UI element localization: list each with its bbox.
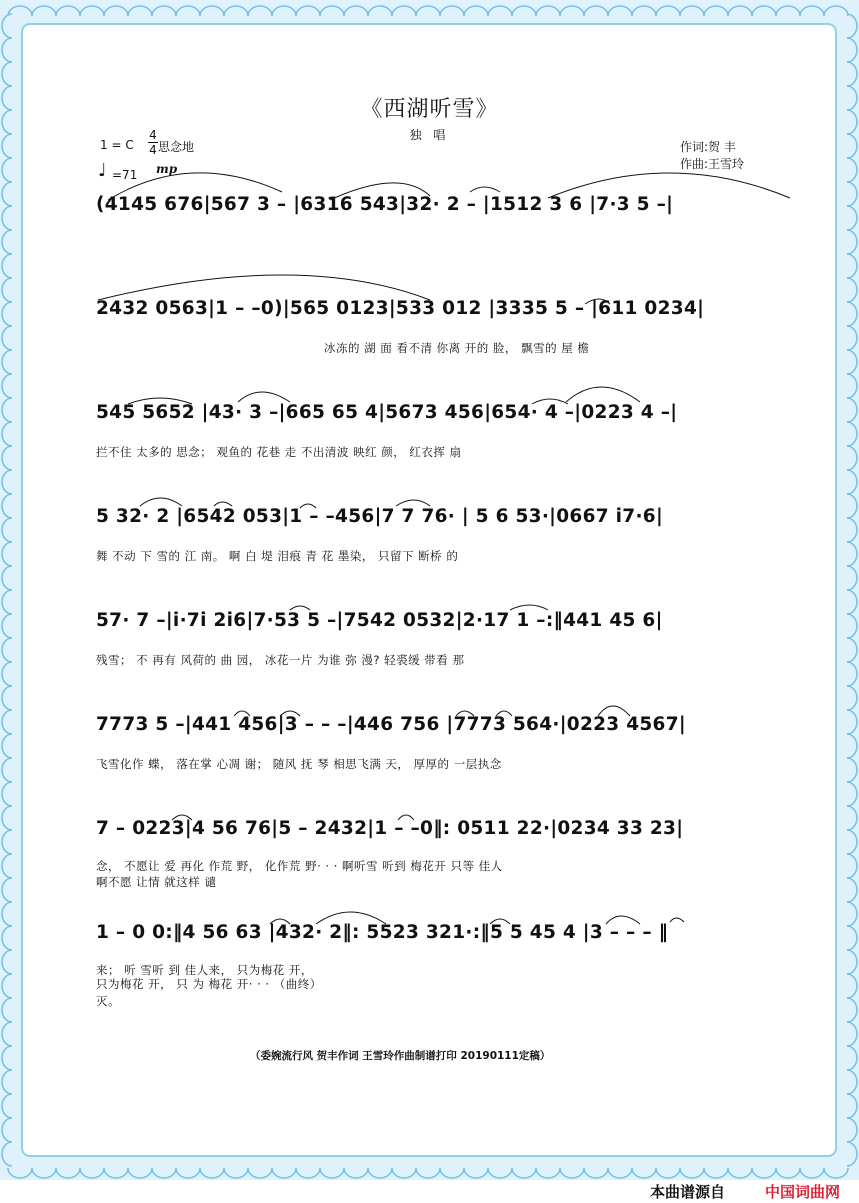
notation-line-3: 545 5652 |43· 3 –|665 65 4|5673 456|654· 4 –|0223 4 –| bbox=[96, 402, 678, 423]
notation-line-1: (4145 676|567 3 – |6316 543|32· 2 – |1512 3 6 |7·3 5 –| bbox=[96, 194, 674, 215]
notation-line-5: 57· 7 –|i·7i 2i6|7·53 5 –|7542 0532|2·17 1 –:‖441 45 6| bbox=[96, 610, 663, 631]
time-signature-bottom: 4 bbox=[149, 143, 157, 157]
tempo-marking: =71 bbox=[112, 168, 138, 182]
lyric-line-4: 舞 不动 下 雪的 江 南。 啊 白 堤 泪痕 青 花 墨染， 只留下 断桥 的 bbox=[96, 549, 459, 563]
performance-type: 独 唱 bbox=[409, 128, 450, 142]
lyric-line-8c: 灭。 bbox=[96, 994, 120, 1008]
time-signature-top: 4 bbox=[149, 128, 157, 142]
lyric-line-7a: 念， 不愿让 爱 再化 作荒 野， 化作荒 野· · · 啊听雪 听到 梅花开 只等 佳人 bbox=[96, 859, 503, 873]
score-footnote: （委婉流行风 贺丰作词 王雪玲作曲制谱打印 20190111定稿） bbox=[250, 1050, 551, 1062]
notation-line-6: 7773 5 –|441 456|3 – – –|446 756 |7773 564·|0223 4567| bbox=[96, 714, 686, 735]
footer-source-label: 本曲谱源自 bbox=[650, 1183, 726, 1201]
lyric-line-3: 拦不住 太多的 思念； 观鱼的 花巷 走 不出清波 映红 颜， 红衣挥 扇 bbox=[96, 445, 462, 459]
dynamic-marking: mp bbox=[156, 162, 178, 176]
lyric-line-2: 冰冻的 湖 面 看不清 你离 开的 脸， 飘雪的 屋 檐 bbox=[324, 341, 590, 355]
key-signature: 1 = C bbox=[100, 138, 134, 152]
footer-site-link[interactable]: 中国词曲网 bbox=[765, 1183, 841, 1201]
lyric-line-6: 飞雪化作 蝶， 落在掌 心凋 谢； 随风 抚 琴 相思飞满 天， 厚厚的 一层执念 bbox=[96, 757, 502, 771]
notation-line-2: 2432 0563|1 – –0)|565 0123|533 012 |3335 5 – |611 0234| bbox=[96, 298, 705, 319]
composer-credit: 作曲:王雪玲 bbox=[680, 157, 745, 171]
lyric-line-5: 残雪； 不 再有 风荷的 曲 园， 冰花一片 为谁 弥 漫? 轻裘缓 带看 那 bbox=[96, 653, 465, 667]
song-title: 《西湖听雪》 bbox=[360, 97, 499, 122]
lyric-line-7b: 啊不愿 让情 就这样 谴 bbox=[96, 875, 217, 889]
notation-line-7: 7 – 0223|4 56 76|5 – 2432|1 – –0‖: 0511 22·|0234 33 23| bbox=[96, 818, 684, 839]
lyric-line-8a: 来； 听 雪听 到 佳人来， 只为梅花 开， bbox=[96, 963, 313, 977]
quarter-note-icon: ♩ bbox=[98, 160, 107, 181]
expression-mark: 思念地 bbox=[158, 140, 195, 154]
lyric-line-8b: 只为梅花 开， 只 为 梅花 开· · · （曲终） bbox=[96, 977, 322, 991]
lyricist-credit: 作词:贺 丰 bbox=[680, 140, 736, 154]
notation-line-8: 1 – 0 0:‖4 56 63 |432· 2‖: 5523 321·:‖5 5 45 4 |3 – – – ‖ bbox=[96, 922, 669, 943]
notation-line-4: 5 32· 2 |6542 053|1 – –456|7 7 76· | 5 6 53·|0667 i7·6| bbox=[96, 506, 664, 527]
